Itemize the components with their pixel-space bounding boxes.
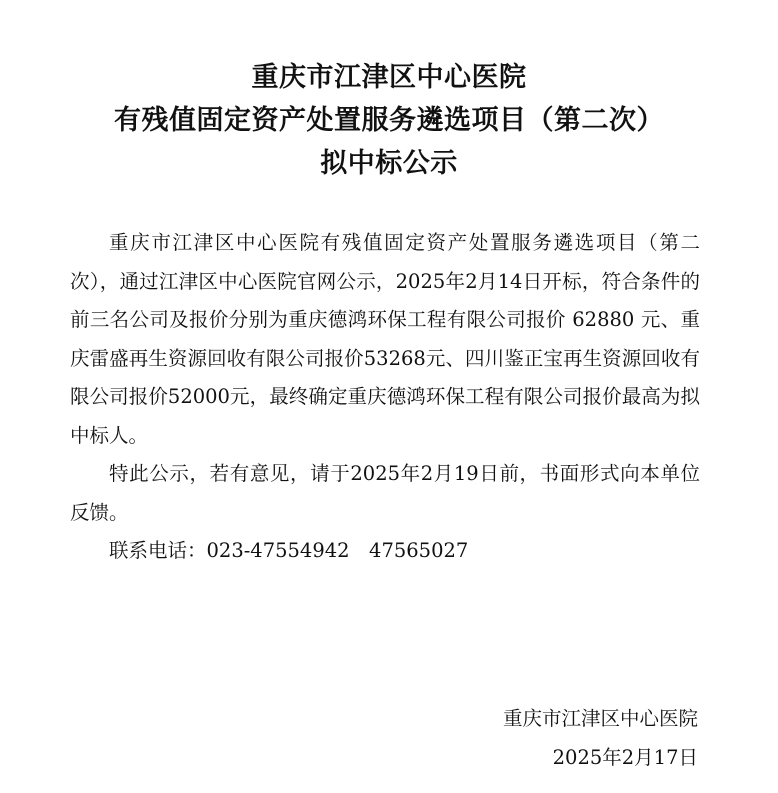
paragraph-announcement: 重庆市江津区中心医院有残值固定资产处置服务遴选项目（第二次），通过江津区中心医院官网公示，2025年2月14日开标，符合条件的前三名公司及报价分别为重庆德鸿环保工程有限公司报价 62880 元、重庆雷盛再生资源回收有限公司报价53268元、四川鉴正宝再生资源回收有限公司报价52000元，最终确定重庆德鸿环保工程有限公司报价最高为拟中标人。 bbox=[70, 231, 700, 447]
title-line-hospital: 重庆市江津区中心医院 bbox=[251, 62, 527, 93]
signature-date: 2025年2月17日 bbox=[552, 745, 698, 769]
signature-block bbox=[503, 700, 698, 777]
document-title bbox=[0, 56, 778, 185]
document-body bbox=[70, 224, 700, 571]
title-line-notice: 拟中标公示 bbox=[320, 148, 458, 179]
signature-organization: 重庆市江津区中心医院 bbox=[502, 707, 698, 730]
paragraph-feedback: 特此公示，若有意见，请于2025年2月19日前，书面形式向本单位反馈。 bbox=[70, 462, 700, 524]
title-line-project: 有残值固定资产处置服务遴选项目（第二次） bbox=[114, 105, 664, 136]
paragraph-contact: 联系电话：023-47554942 47565027 bbox=[109, 539, 469, 562]
